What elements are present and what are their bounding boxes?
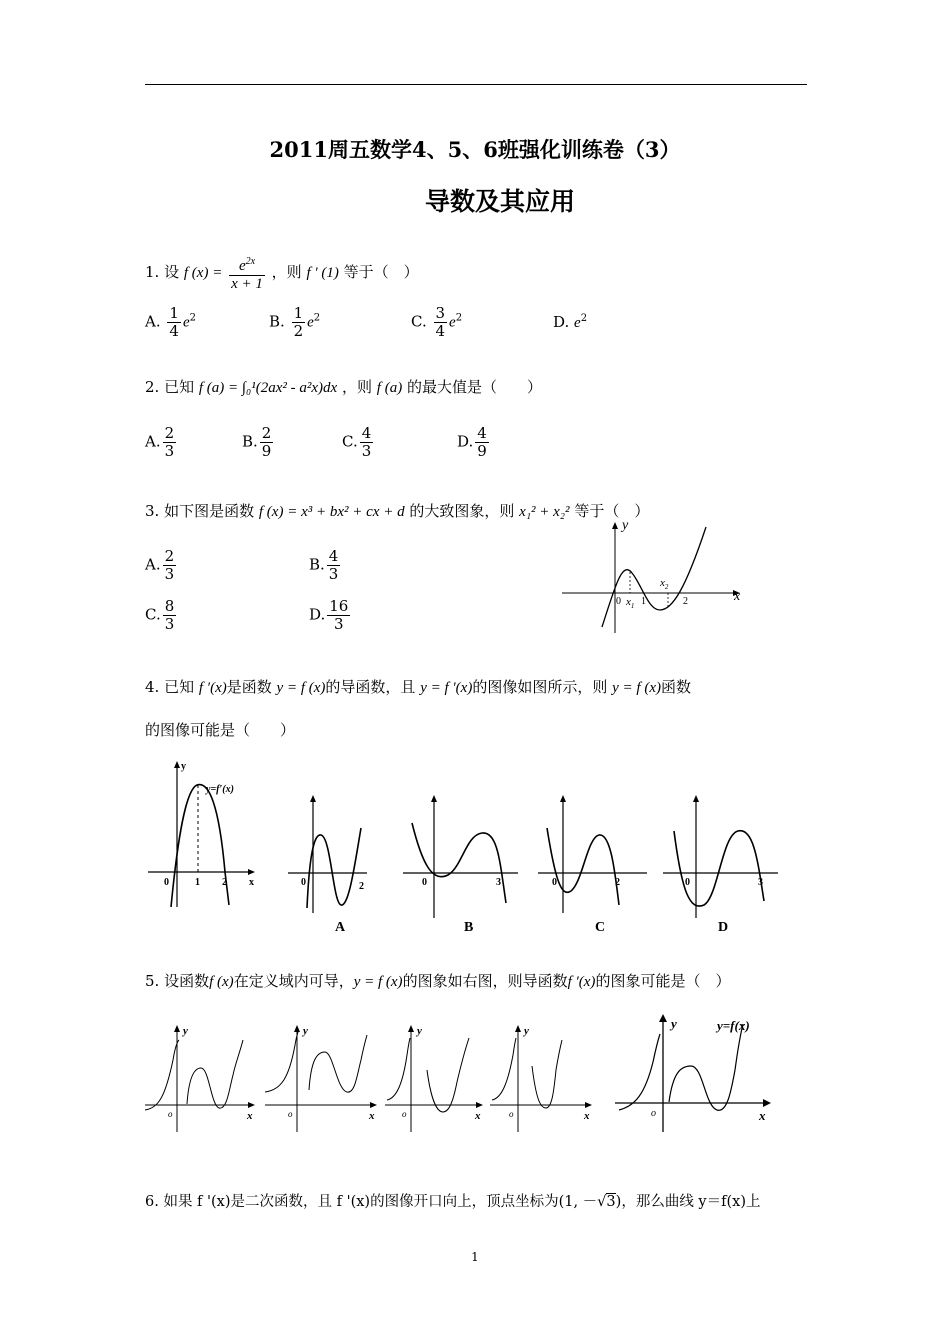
q3-option-a: A. $\frac{2}{3}$ bbox=[145, 547, 175, 583]
q5g4-x: x bbox=[584, 1110, 590, 1122]
q4d-label: D bbox=[718, 920, 729, 933]
question-5: 5. 设函数f (x)在定义域内可导，y = f (x)的图象如右图，则导函数f ′(x)的图象可能是（ ） bbox=[145, 972, 731, 990]
q3-y-arrow-icon bbox=[612, 522, 618, 529]
q5g1-x: x bbox=[247, 1110, 253, 1122]
q4-main-one: 1 bbox=[195, 877, 200, 888]
q3-x1-label: $x_1$ bbox=[626, 596, 635, 610]
q4c-y-arrow-icon bbox=[560, 795, 566, 802]
q4-main-graph bbox=[145, 755, 260, 915]
q4a-y-arrow-icon bbox=[310, 795, 316, 802]
q5g1-y: y bbox=[183, 1025, 188, 1037]
q5g4-y-arrow-icon bbox=[515, 1025, 521, 1032]
q4a-label: A bbox=[335, 920, 346, 933]
q5-option-graph-1 bbox=[143, 1020, 258, 1135]
q4d-end: 3 bbox=[758, 877, 763, 888]
question-4: 4. 已知 f ′(x)是函数 y = f (x)的导函数，且 y = f ′(x)的图像如图所示，则 y = f (x)函数 bbox=[145, 678, 692, 696]
q4d-y-arrow-icon bbox=[693, 795, 699, 802]
header-rule bbox=[145, 84, 807, 85]
q5g1-x-arrow-icon bbox=[248, 1102, 255, 1108]
q5-main-x-arrow-icon bbox=[763, 1099, 771, 1107]
q1-option-d: D. $e^2$ bbox=[553, 313, 588, 331]
q4c-curve bbox=[547, 828, 619, 905]
paper-subtitle: 导数及其应用 bbox=[424, 187, 575, 216]
q5-option-graph-2 bbox=[263, 1020, 381, 1135]
q1-option-b: B. $\frac{1}{2}$ $e^2$ bbox=[269, 304, 321, 340]
q4-main-origin: 0 bbox=[164, 877, 169, 888]
q5g4-o: o bbox=[509, 1109, 514, 1119]
q4a-end: 2 bbox=[359, 881, 364, 892]
q4a-curve bbox=[307, 828, 361, 908]
q4-option-c-graph bbox=[535, 793, 655, 933]
q5g3-x-arrow-icon bbox=[476, 1102, 483, 1108]
q4c-label: C bbox=[595, 920, 606, 933]
q5g2-y-arrow-icon bbox=[294, 1025, 300, 1032]
q4c-end: 2 bbox=[615, 877, 620, 888]
q4d-curve bbox=[674, 831, 764, 906]
q4-main-curve bbox=[171, 785, 229, 907]
q1-option-c: C. $\frac{3}{4}$ $e^2$ bbox=[411, 304, 463, 340]
q3-y-label: y bbox=[622, 518, 629, 533]
q3-options bbox=[145, 548, 445, 648]
q3-option-c: C. $\frac{8}{3}$ bbox=[145, 597, 175, 633]
q4b-end: 3 bbox=[496, 877, 501, 888]
q2-option-d: D. $\frac{4}{9}$ bbox=[457, 424, 487, 460]
q4b-label: B bbox=[464, 920, 474, 933]
question-3: 3. 如下图是函数 f (x) = x³ + bx² + cx + d 的大致图象，则 x₁² + x₂² 等于（ ） bbox=[145, 502, 650, 520]
q5g1-y-arrow-icon bbox=[174, 1025, 180, 1032]
q5g2-o: o bbox=[288, 1109, 293, 1119]
q4-line2: 的图像可能是（ ） bbox=[145, 721, 296, 739]
q2-option-b: B. $\frac{2}{9}$ bbox=[242, 424, 272, 460]
q3-curve bbox=[602, 527, 706, 627]
q4c-origin: 0 bbox=[552, 877, 557, 888]
q5-main-y: y bbox=[671, 1016, 677, 1031]
q5-main-x: x bbox=[759, 1108, 766, 1123]
q5g3-o: o bbox=[402, 1109, 407, 1119]
q5g1-o: o bbox=[168, 1109, 173, 1119]
q4b-curve bbox=[412, 823, 506, 903]
q5g3-y: y bbox=[417, 1025, 422, 1037]
q2-options bbox=[145, 425, 645, 470]
q3-option-b: B. $\frac{4}{3}$ bbox=[309, 547, 339, 583]
question-6: 6. 如果 f '(x)是二次函数，且 f '(x)的图像开口向上，顶点坐标为(1, －√3)，那么曲线 y＝f(x)上 bbox=[145, 1194, 761, 1210]
q5-option-graph-3 bbox=[383, 1020, 486, 1135]
q2-option-a: A. $\frac{2}{3}$ bbox=[145, 424, 175, 460]
q4-main-y-label: y bbox=[181, 761, 186, 772]
q5g2-x-arrow-icon bbox=[370, 1102, 377, 1108]
q3-x2-label: $x_2$ bbox=[660, 577, 669, 591]
q4-option-a-graph bbox=[285, 793, 375, 933]
q4-main-y-arrow-icon bbox=[174, 761, 180, 768]
q3-two-label: 2 bbox=[683, 596, 688, 607]
q3-option-d: D. $\frac{16}{3}$ bbox=[309, 597, 349, 633]
q5-option-graph-4 bbox=[488, 1020, 596, 1135]
q3-one-label: 1 bbox=[641, 596, 646, 607]
q4-main-two: 2 bbox=[222, 877, 227, 888]
q5-main-y-arrow-icon bbox=[659, 1014, 667, 1022]
q5-main-o: o bbox=[651, 1108, 656, 1119]
q5-main-graph bbox=[613, 1010, 778, 1135]
q5g3-x: x bbox=[475, 1110, 481, 1122]
q5g2-x: x bbox=[369, 1110, 375, 1122]
q1-option-a: A. $\frac{1}{4}$ $e^2$ bbox=[145, 304, 196, 340]
q5g3-y-arrow-icon bbox=[408, 1025, 414, 1032]
q4-main-x-arrow-icon bbox=[248, 869, 255, 875]
q5-main-curve-label: y=f(x) bbox=[717, 1018, 750, 1033]
q4-main-curve-label: y=f′(x) bbox=[206, 784, 234, 795]
q4b-origin: 0 bbox=[422, 877, 427, 888]
q3-origin-label: 0 bbox=[616, 596, 621, 607]
q4-option-b-graph bbox=[400, 793, 525, 933]
q4-option-d-graph bbox=[660, 793, 785, 933]
paper-title: 2011周五数学4、5、6班强化训练卷（3） bbox=[269, 137, 681, 162]
q5g4-x-arrow-icon bbox=[585, 1102, 592, 1108]
sqrt-icon: √ bbox=[597, 1194, 607, 1210]
q5g4-y: y bbox=[524, 1025, 529, 1037]
q4d-origin: 0 bbox=[685, 877, 690, 888]
question-1: 1. 设 f (x) = $\frac{e^{2x}}{x + 1}$ ，则 f ' (1) 等于（ ） bbox=[145, 253, 419, 293]
q4-main-x-label: x bbox=[249, 877, 254, 888]
page-number: 1 bbox=[471, 1250, 479, 1264]
q2-option-c: C. $\frac{4}{3}$ bbox=[342, 424, 372, 460]
q5g2-y: y bbox=[303, 1025, 308, 1037]
question-2: 2. 已知 f (a) = ∫₀¹(2ax² - a²x)dx ，则 f (a) 的最大值是（ ） bbox=[145, 378, 542, 396]
q1-fraction: $\frac{e^{2x}}{x + 1}$ bbox=[229, 253, 265, 293]
q4a-origin: 0 bbox=[301, 877, 306, 888]
q4b-y-arrow-icon bbox=[431, 795, 437, 802]
q3-graph bbox=[560, 515, 750, 640]
q3-x-label: x bbox=[734, 589, 741, 604]
